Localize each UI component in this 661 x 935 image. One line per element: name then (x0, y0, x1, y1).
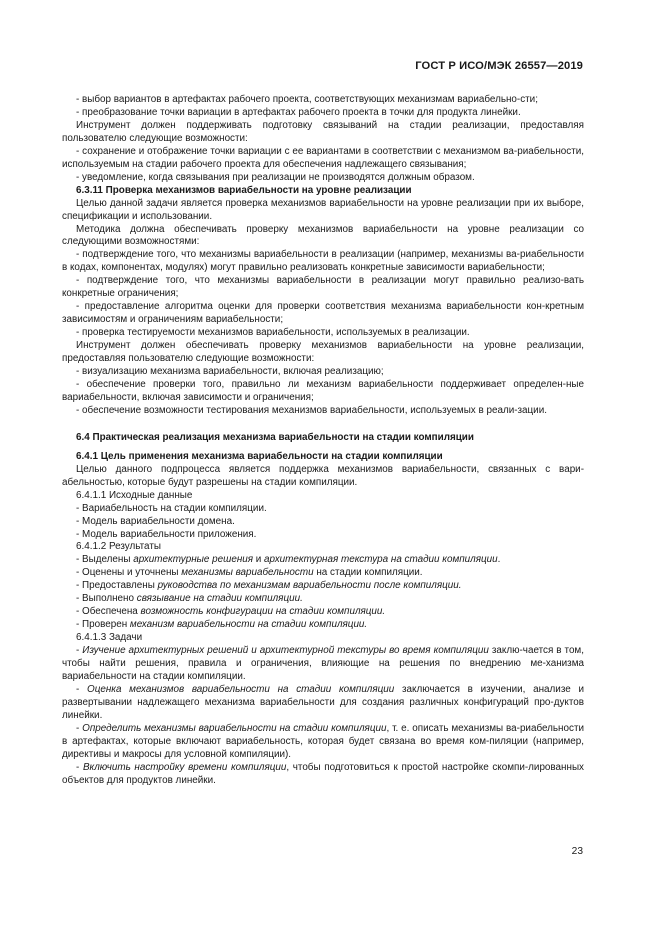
list-item (62, 593, 584, 606)
list-item (62, 762, 584, 788)
list-item (62, 645, 584, 684)
text: на стадии компиляции. (313, 567, 423, 579)
list-item: - Вариабельность на стадии компиляции. (76, 502, 267, 514)
italic-term: Определить механизмы вариабельности на стадии компиляции (82, 722, 387, 734)
page-number: 23 (571, 846, 583, 857)
italic-term: Включить настройку времени компиляции (82, 761, 287, 773)
text: заключается в изучении, анализе и развертывании надлежащего механизма вариабельности для создания различных конфигураций про-дуктов линейки. (62, 683, 584, 721)
section-heading: 6.4 Практическая реализация механизма вариабельности на стадии компиляции (76, 431, 474, 443)
text: - Выделены (76, 554, 134, 566)
bullet-item: - подтверждение того, что механизмы вариабельности в реализации (например, механизмы ва-риабельности в кодах, компонентах, модулях) могут правильно реализовать конкретные зависимости вариабельности; (62, 249, 584, 274)
text: , чтобы подготовиться к простой настройке скомпи-лированных объектов для продуктов линейки. (62, 761, 584, 786)
bullet-item: - выбор вариантов в артефактах рабочего проекта, соответствующих механизмам вариабельно-сти; (76, 94, 538, 105)
text: - Обеспечена (76, 606, 141, 618)
page-body (62, 94, 584, 788)
italic-term: Изучение архитектурных решений и архитектурной текстуры во время компиляции (82, 645, 489, 657)
text: заклю-чается в том, чтобы найти решения, правила и ограничения, влияющие на решения по внедрению ме-ханизма вариабельности на стадии компиляции. (62, 645, 584, 682)
italic-term: механизм вариабельности на стадии компиляции. (129, 619, 368, 631)
text: - Проверен (76, 619, 130, 631)
italic-term: архитектурная текстура на стадии компиляции (264, 554, 498, 566)
bullet-item: - сохранение и отображение точки вариации с ее вариантами в соответствии с механизмом ва-риабельности, используемым на стадии рабочего проекта для обеспечения надлежащего связывания; (62, 145, 584, 170)
bullet-item: - обеспечение возможности тестирования механизмов вариабельности, используемых в реали-зации. (76, 404, 547, 416)
bullet-item: - уведомление, когда связывания при реализации не производятся должным образом. (76, 171, 475, 183)
text: - Предоставлены (76, 580, 158, 592)
text: - (76, 722, 83, 734)
text: - (76, 645, 83, 657)
section-heading: 6.3.11 Проверка механизмов вариабельности на уровне реализации (76, 184, 412, 196)
paragraph: Методика должна обеспечивать проверку механизмов вариабельности на уровне реализации со следующими возможностями: (62, 223, 584, 248)
document-header: ГОСТ Р ИСО/МЭК 26557—2019 (415, 60, 583, 72)
text: - Выполнено (76, 593, 137, 605)
italic-term: архитектурные решения (133, 554, 254, 566)
italic-term: возможность конфигурации на стадии компиляции. (140, 606, 386, 618)
list-item (62, 580, 584, 593)
text: . (497, 554, 501, 566)
list-item (62, 723, 584, 762)
italic-term: руководства по механизмам вариабельности после компиляции. (157, 580, 462, 592)
italic-term: Оценка механизмов вариабельности на стадии компиляции (87, 683, 395, 695)
subsection-label: 6.4.1.1 Исходные данные (76, 489, 193, 501)
bullet-item: - обеспечение проверки того, правильно ли механизм вариабельности поддерживает определен-ные вариабельности, включая зависимости и ограничения; (62, 378, 584, 403)
text: - Оценены и уточнены (76, 567, 182, 579)
bullet-item: - подтверждение того, что механизмы вариабельности в реализации могут правильно реализо-вать конкретные ограничения; (62, 275, 584, 300)
italic-term: механизмы вариабельности (181, 567, 314, 579)
paragraph: Целью данной задачи является проверка механизмов вариабельности на уровне реализации при их выборе, спецификации и использовании. (62, 197, 584, 222)
list-item (62, 567, 584, 580)
text: , т. е. описать механизмы ва-риабельности в артефактах, которые включают вариабельность, которая будет связана во время ком-пиляции (например, директивы и макросы для условной компиляции). (62, 722, 584, 760)
bullet-item: - преобразование точки вариации в артефактах рабочего проекта в точки для продукта линейки. (76, 106, 521, 118)
list-item: - Модель вариабельности приложения. (76, 528, 257, 540)
bullet-item: - проверка тестируемости механизмов вариабельности, используемых в реализации. (76, 327, 470, 339)
list-item (62, 554, 584, 567)
bullet-item: - визуализацию механизма вариабельности, включая реализацию; (76, 366, 384, 378)
list-item (62, 684, 584, 723)
text: - (76, 683, 88, 695)
paragraph: Инструмент должен обеспечивать проверку механизмов вариабельности на уровне реализации, предоставляя пользователю следующие возможности: (62, 340, 584, 365)
subsection-label: 6.4.1.3 Задачи (76, 632, 143, 644)
italic-term: связывание на стадии компиляции. (136, 593, 303, 605)
list-item (62, 619, 584, 632)
text: и (253, 554, 265, 566)
list-item (62, 606, 584, 619)
paragraph: Целью данного подпроцесса является поддержка механизмов вариабельности, связанных с вари-абельностью, которые будут разрешены на стадии компиляции. (62, 463, 584, 488)
bullet-item: - предоставление алгоритма оценки для проверки соответствия механизма вариабельности кон-кретным зависимостям и ограничениям вариабельности; (62, 301, 584, 326)
subsection-label: 6.4.1.2 Результаты (76, 541, 161, 553)
paragraph: Инструмент должен поддерживать подготовку связываний на стадии реализации, предоставляя пользователю следующие возможности: (62, 119, 584, 144)
list-item: - Модель вариабельности домена. (76, 515, 235, 527)
subsection-heading: 6.4.1 Цель применения механизма вариабельности на стадии компиляции (76, 450, 443, 462)
text: - (76, 761, 83, 773)
